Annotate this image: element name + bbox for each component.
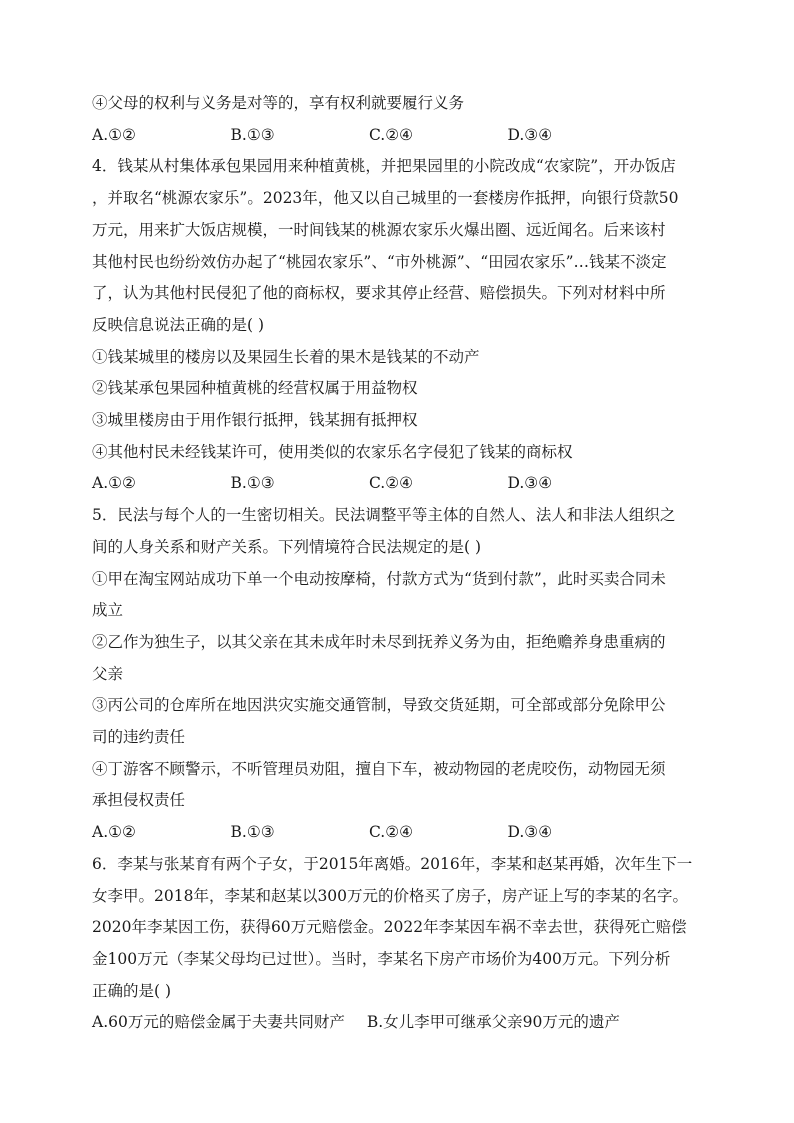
text-line: ④父母的权利与义务是对等的，享有权利就要履行义务 xyxy=(92,94,465,112)
option-b: B.①③ xyxy=(230,474,275,493)
answer-options xyxy=(92,120,712,152)
option-a: A.60万元的赔偿金属于夫妻共同财产 xyxy=(92,1013,345,1032)
answer-options xyxy=(92,1007,712,1039)
question-5-text: 间的人身关系和财产关系。下列情境符合民法规定的是( ) xyxy=(92,537,482,556)
question-4-text: ，并取名“桃源农家乐”。2023年，他又以自己城里的一套楼房作抵押，向银行贷款50 xyxy=(92,189,679,208)
statement-1: ①钱某城里的楼房以及果园生长着的果木是钱某的不动产 xyxy=(92,347,480,366)
question-6-text: 金100万元（李某父母均已过世）。当时，李某名下房产市场价为400万元。下列分析 xyxy=(92,949,671,968)
question-4-text: 4．钱某从村集体承包果园用来种植黄桃，并把果园里的小院改成“农家院”，开办饭店 xyxy=(92,157,676,176)
option-b: B.①③ xyxy=(230,125,275,144)
option-b: B.女儿李甲可继承父亲90万元的遗产 xyxy=(366,1013,620,1032)
option-c: C.②④ xyxy=(369,125,414,144)
statement-1: ①甲在淘宝网站成功下单一个电动按摩椅，付款方式为“货到付款”，此时买卖合同未 xyxy=(92,569,666,588)
option-a: A.①② xyxy=(92,125,136,144)
question-6-text: 正确的是( ) xyxy=(92,981,172,1000)
statement-2: 父亲 xyxy=(92,664,124,683)
option-c: C.②④ xyxy=(369,823,414,842)
statement-4: ④丁游客不顾警示，不听管理员劝阻，擅自下车，被动物园的老虎咬伤，动物园无须 xyxy=(92,759,666,778)
statement-4: 承担侵权责任 xyxy=(92,791,186,810)
option-d: D.③④ xyxy=(507,125,553,144)
option-b: B.①③ xyxy=(230,823,275,842)
statement-2: ②钱某承包果园种植黄桃的经营权属于用益物权 xyxy=(92,379,418,398)
question-6-text: 6．李某与张某育有两个子女，于2015年离婚。2016年，李某和赵某再婚，次年生下一 xyxy=(92,854,693,873)
statement-2: ②乙作为独生子，以其父亲在其未成年时未尽到抚养义务为由，拒绝赡养身患重病的 xyxy=(92,632,666,651)
option-a: A.①② xyxy=(92,474,136,493)
answer-options xyxy=(92,468,712,500)
statement-3: ③丙公司的仓库所在地因洪灾实施交通管制，导致交货延期，可全部或部分免除甲公 xyxy=(92,696,666,715)
question-4-text: 其他村民也纷纷效仿办起了“桃园农家乐”、“市外桃源”、“田园农家乐”…钱某不淡定 xyxy=(92,252,667,271)
document-page xyxy=(92,88,712,1039)
question-6-text: 2020年李某因工伤，获得60万元赔偿金。2022年李某因车祸不幸去世，获得死亡赔偿 xyxy=(92,918,687,937)
question-4-text: 万元，用来扩大饭店规模，一时间钱某的桃源农家乐火爆出圈、远近闻名。后来该村 xyxy=(92,220,666,239)
option-a: A.①② xyxy=(92,823,136,842)
question-5-text: 5．民法与每个人的一生密切相关。民法调整平等主体的自然人、法人和非法人组织之 xyxy=(92,506,676,525)
statement-4: ④其他村民未经钱某许可，使用类似的农家乐名字侵犯了钱某的商标权 xyxy=(92,442,573,461)
statement-3: 司的违约责任 xyxy=(92,728,186,747)
statement-1: 成立 xyxy=(92,601,124,620)
question-4-text: 反映信息说法正确的是( ) xyxy=(92,315,265,334)
option-d: D.③④ xyxy=(507,823,553,842)
option-d: D.③④ xyxy=(507,474,553,493)
question-4-text: 了，认为其他村民侵犯了他的商标权，要求其停止经营、赔偿损失。下列对材料中所 xyxy=(92,284,666,303)
question-6-text: 女李甲。2018年，李某和赵某以300万元的价格买了房子，房产证上写的李某的名字。 xyxy=(92,886,689,905)
option-c: C.②④ xyxy=(369,474,414,493)
statement-3: ③城里楼房由于用作银行抵押，钱某拥有抵押权 xyxy=(92,411,418,430)
answer-options xyxy=(92,817,712,849)
